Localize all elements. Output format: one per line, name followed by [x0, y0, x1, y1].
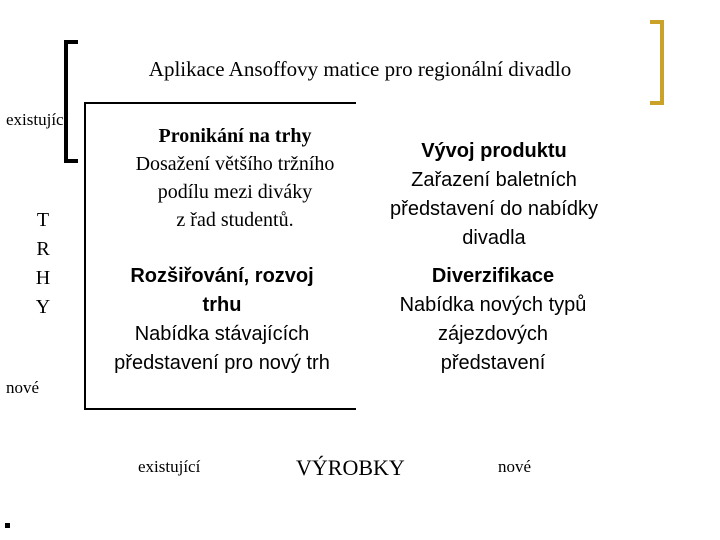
quadrant-heading: trhu [202, 294, 242, 316]
y-axis-name [30, 206, 56, 322]
left-bracket-decoration [64, 40, 78, 163]
quadrant-heading: Pronikání na trhy [158, 125, 312, 147]
quadrant-text-line: zájezdových [437, 323, 549, 345]
quadrant-market-penetration [100, 122, 370, 234]
x-axis-name: VÝROBKY [296, 455, 405, 480]
quadrant-text-line: Zařazení baletních [411, 169, 577, 191]
quadrant-text-line: podílu mezi diváky [157, 181, 313, 203]
y-axis-letter: H [35, 267, 51, 289]
quadrant-text-line: představení do nabídky [390, 198, 598, 220]
bullet-marker [5, 523, 10, 528]
x-axis-right-label: nové [498, 457, 532, 476]
quadrant-text-line: představení pro nový trh [114, 352, 330, 374]
y-axis-bottom-label: nové [6, 378, 40, 397]
y-axis-letter: T [36, 209, 50, 231]
page-title: Aplikace Ansoffovy matice pro regionální divadlo [148, 57, 572, 81]
quadrant-diversification [366, 262, 620, 378]
quadrant-text-line: Nabídka stávajících [134, 323, 310, 345]
quadrant-text-line: Nabídka nových typů [399, 294, 587, 316]
quadrant-text-line: z řad studentů. [176, 209, 294, 231]
quadrant-product-development [360, 137, 628, 253]
quadrant-heading: Diverzifikace [431, 265, 555, 287]
right-bracket-decoration [650, 20, 664, 105]
quadrant-text-line: představení [440, 352, 546, 374]
quadrant-text-line: divadla [462, 227, 526, 249]
quadrant-market-development [86, 262, 358, 378]
x-axis-left-label: existující [138, 457, 201, 476]
y-axis-letter: R [36, 238, 50, 260]
quadrant-text-line: Dosažení většího tržního [135, 153, 335, 175]
y-axis-letter: Y [35, 296, 51, 318]
quadrant-heading: Rozšiřování, rozvoj [130, 265, 314, 287]
quadrant-heading: Vývoj produktu [421, 140, 567, 162]
y-axis-top-label: existující [6, 110, 69, 129]
